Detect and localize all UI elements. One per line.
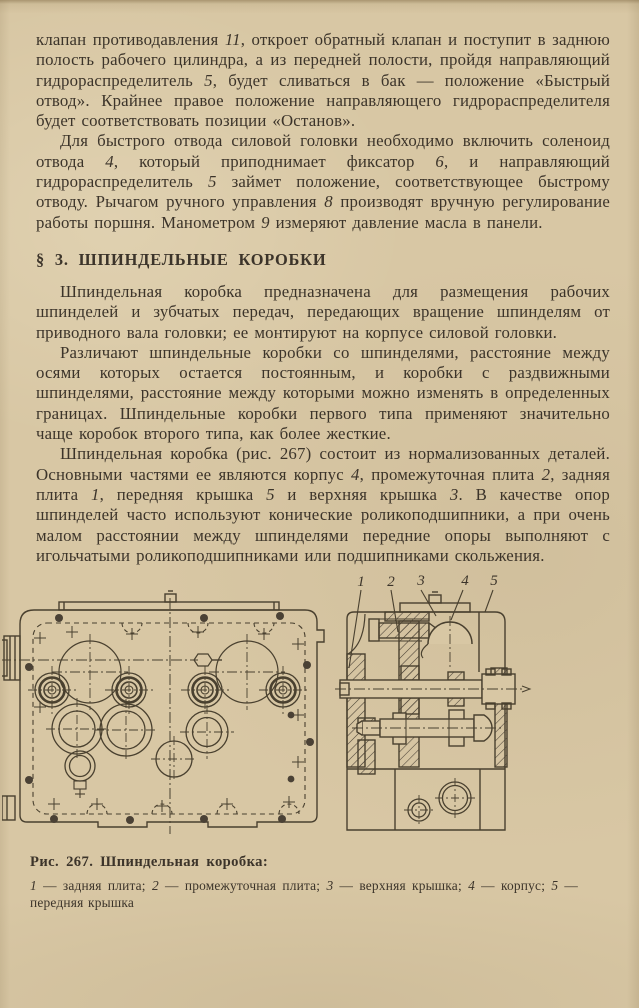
section-heading: § 3. ШПИНДЕЛЬНЫЕ КОРОБКИ bbox=[36, 249, 327, 269]
front-view-drawing bbox=[2, 591, 324, 834]
spindle-box-drawing bbox=[2, 572, 577, 844]
callout-1: 1 bbox=[357, 574, 365, 591]
callout-5: 5 bbox=[490, 573, 498, 590]
paragraph-hydraulics-2: Для быстрого отвода силовой головки необходимо включить соленоид отвода 4, который приподнимает фиксатор 6, и направляющий гидрораспределитель 5 займет положение, соответствующее быстрому отводу. Рычагом ручного управления 8 производят вручную регулирование работы поршня. Манометром 9 измеряют давление масла в панели. bbox=[36, 131, 610, 232]
section-view-drawing bbox=[335, 592, 530, 830]
paragraph-hydraulics-1: клапан противодавления 11, откроет обратный клапан и поступит в заднюю полость рабочего цилиндра, а из передней полости, пройдя направляющий гидрораспределитель 5, будет сливаться в бак — положение «Быстрый отвод». Крайнее правое положение направляющего гидрораспределителя будет соответствовать позиции «Останов». bbox=[36, 30, 610, 131]
paragraph-spindle-1: Шпиндельная коробка предназначена для размещения рабочих шпинделей и зубчатых передач, передающих вращение шпинделям от приводного вала головки; ее монтируют на корпусе силовой головки. bbox=[36, 281, 610, 342]
callout-3: 3 bbox=[417, 573, 425, 590]
callout-4: 4 bbox=[461, 573, 469, 590]
figure-267 bbox=[0, 572, 639, 911]
figure-title: Рис. 267. Шпиндельная коробка: bbox=[30, 854, 269, 871]
figure-caption-block bbox=[30, 854, 639, 911]
figure-legend: 1 — задняя плита; 2 — промежуточная плита; 3 — верхняя крышка; 4 — корпус; 5 — передняя крышка bbox=[30, 878, 579, 910]
paragraph-spindle-3: Шпиндельная коробка (рис. 267) состоит из нормализованных деталей. Основными частями ее являются корпус 4, промежуточная плита 2, задняя плита 1, передняя крышка 5 и верхняя крышка 3. В качестве опор шпинделей часто используют конические роликоподшипники, а при очень малом расстоянии между шпинделями передние опоры выполняют с игольчатыми роликоподшипниками или подшипниками скольжения. bbox=[36, 444, 610, 565]
callout-2: 2 bbox=[387, 574, 395, 591]
paragraph-spindle-2: Различают шпиндельные коробки со шпинделями, расстояние между осями которых остается постоянным, и коробки с раздвижными шпинделями, расстояние между которыми можно изменять в определенных границах. Шпиндельные коробки первого типа применяют значительно чаще коробок второго типа, как более жесткие. bbox=[36, 342, 610, 444]
